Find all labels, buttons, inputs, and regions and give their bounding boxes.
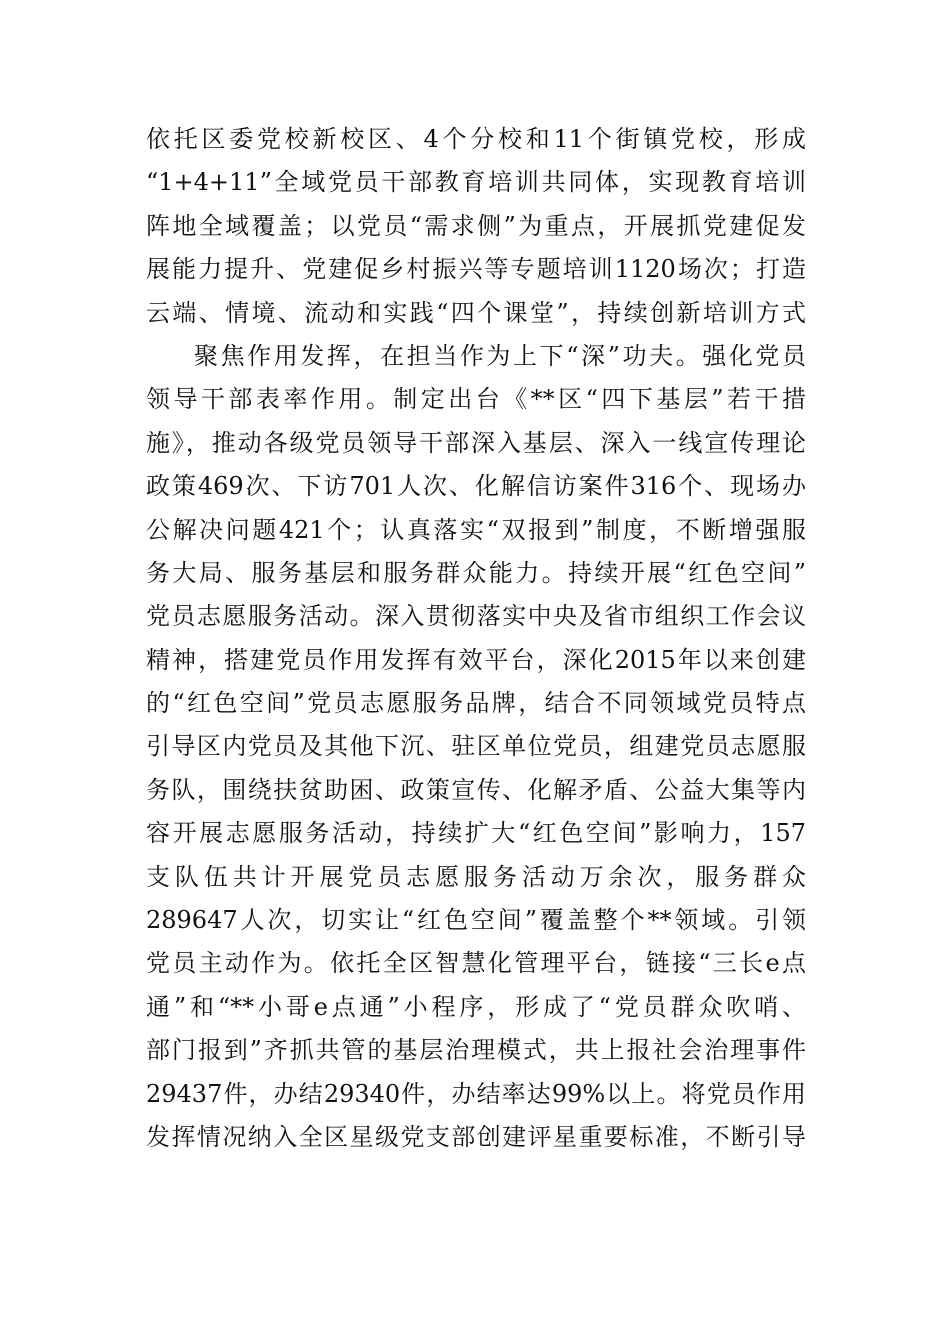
text-line: 精神，搭建党员作用发挥有效平台，深化2015年以来创建 <box>146 645 806 674</box>
text-line: 支队伍共计开展党员志愿服务活动万余次，服务群众 <box>146 862 806 891</box>
text-line: 部门报到”齐抓共管的基层治理模式，共上报社会治理事件 <box>146 1036 806 1065</box>
text-line: 公解决问题421个；认真落实“双报到”制度，不断增强服 <box>146 515 806 544</box>
text-line: 阵地全域覆盖；以党员“需求侧”为重点，开展抓党建促发 <box>146 211 806 240</box>
text-line: 党员主动作为。依托全区智慧化管理平台，链接“三长e点 <box>146 949 806 978</box>
paragraph-first-line: 聚焦作用发挥，在担当作为上下“深”功夫。强化党员 <box>194 341 806 370</box>
text-line: 容开展志愿服务活动，持续扩大“红色空间”影响力，157 <box>146 819 806 848</box>
text-line: 289647人次，切实让“红色空间”覆盖整个**领域。引领 <box>146 906 806 935</box>
text-line: 引导区内党员及其他下沉、驻区单位党员，组建党员志愿服 <box>146 732 806 761</box>
text-line: 务大局、服务基层和服务群众能力。持续开展“红色空间” <box>146 558 806 587</box>
body-text <box>146 118 806 1159</box>
text-line: 的“红色空间”党员志愿服务品牌，结合不同领域党员特点 <box>146 689 806 718</box>
text-line: 云端、情境、流动和实践“四个课堂”，持续创新培训方式 <box>146 298 806 327</box>
text-line: “1+4+11”全域党员干部教育培训共同体，实现教育培训 <box>146 168 806 197</box>
text-line: 29437件，办结29340件，办结率达99%以上。将党员作用 <box>146 1079 806 1108</box>
text-line: 领导干部表率作用。制定出台《**区“四下基层”若干措 <box>146 385 806 414</box>
text-line: 依托区委党校新校区、4个分校和11个街镇党校，形成 <box>146 125 806 153</box>
text-line: 政策469次、下访701人次、化解信访案件316个、现场办 <box>146 472 806 501</box>
text-line: 施》，推动各级党员领导干部深入基层、深入一线宣传理论 <box>146 428 806 457</box>
text-line: 党员志愿服务活动。深入贯彻落实中央及省市组织工作会议 <box>146 602 806 631</box>
text-line: 发挥情况纳入全区星级党支部创建评星重要标准，不断引导 <box>146 1122 806 1151</box>
text-line: 通”和“**小哥e点通”小程序，形成了“党员群众吹哨、 <box>146 992 806 1021</box>
text-line: 展能力提升、党建促乡村振兴等专题培训1120场次；打造 <box>146 255 806 284</box>
text-line: 务队，围绕扶贫助困、政策宣传、化解矛盾、公益大集等内 <box>146 775 806 804</box>
